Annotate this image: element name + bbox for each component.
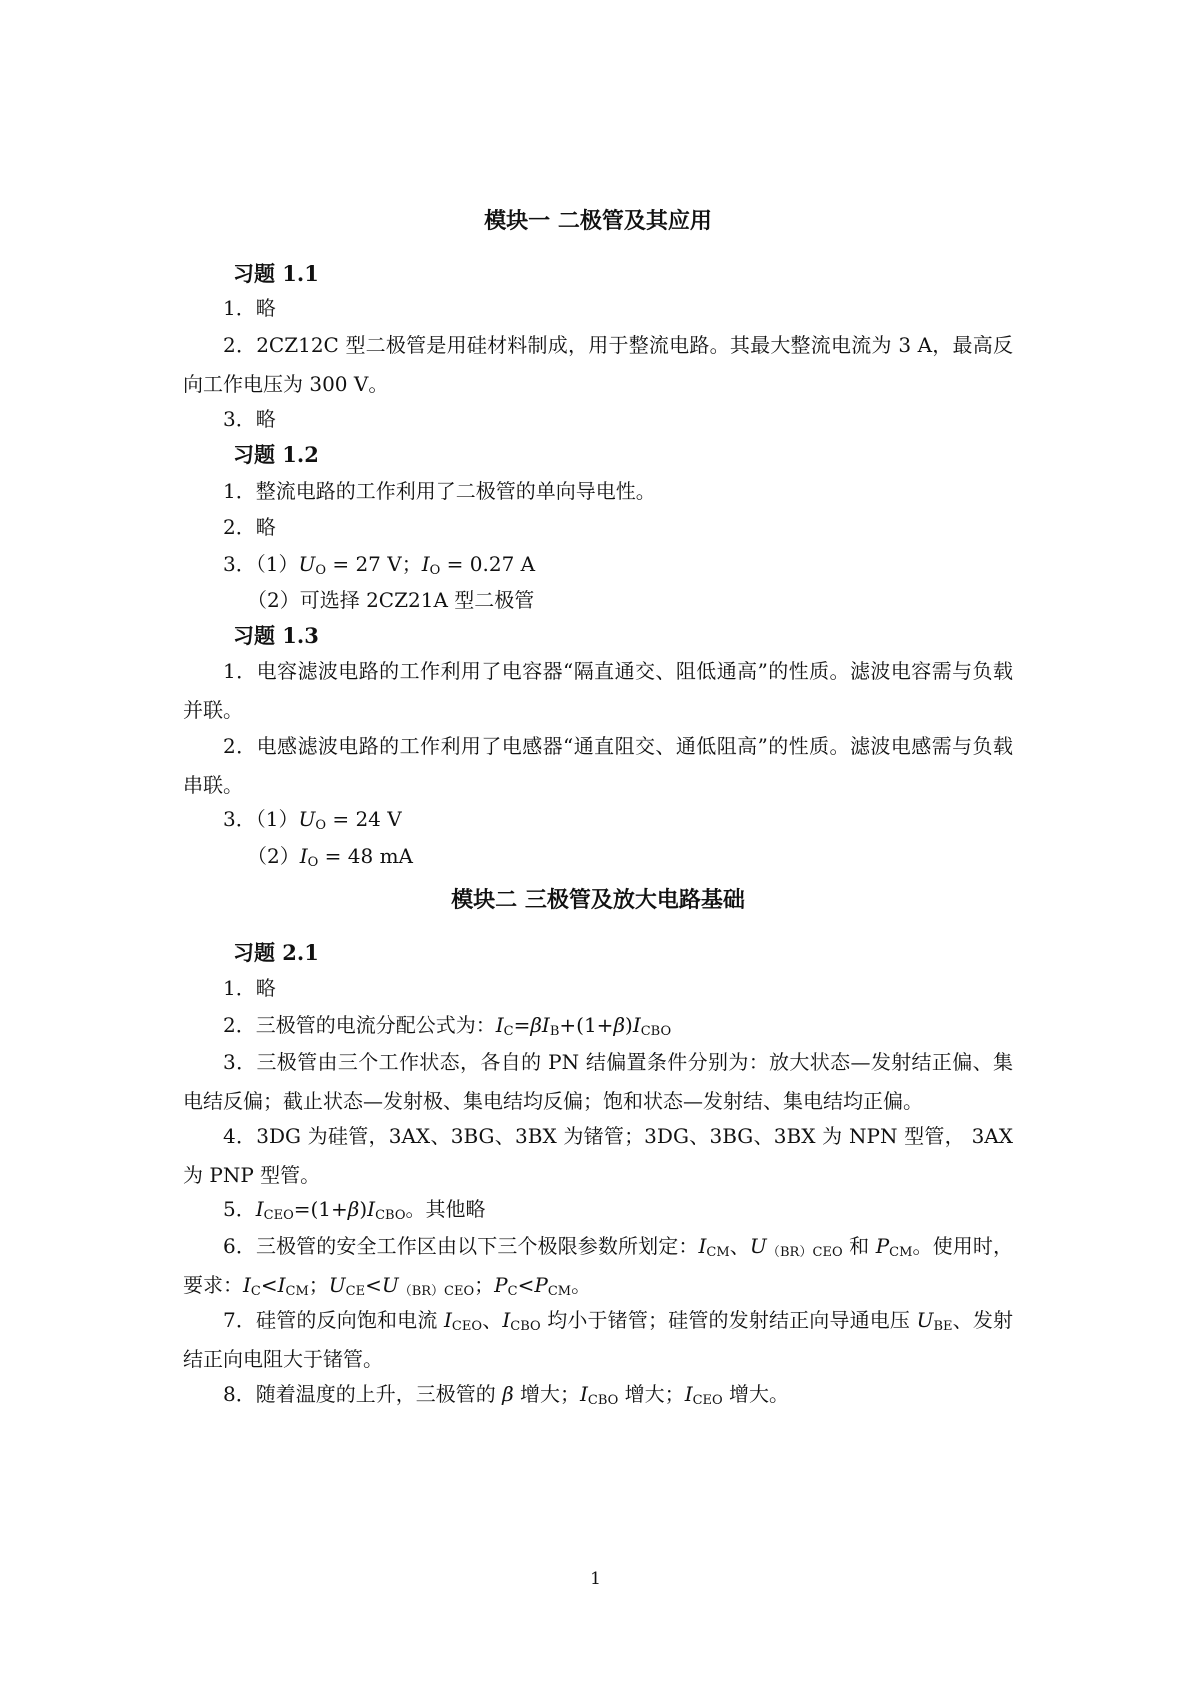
exercise-1-1-q3: 3．略 (223, 407, 276, 431)
exercise-1-2-q3-1: 3．$(1)U_O = 27$ V；$I_O = 0.27$ A (223, 552, 536, 578)
exercise-2-1-q2: 2．三极管的电流分配公式为：$I_C=\beta I_B+(1+\beta)I_{CBO}$ (223, 1013, 672, 1039)
exercise-1-3-q2: 2．电感滤波电路的工作利用了电感器“通直阻交、通低阻高”的性质。滤波电感需与负载串联。 (183, 734, 1013, 797)
exercise-1-3-q3-1: 3．$(1)U_O = 24$ V (223, 807, 402, 833)
exercise-1-2-q3-2: （2）可选择 2CZ21A 型二极管 (247, 588, 535, 612)
exercise-2-1-q7: 7．硅管的反向饱和电流 $I_{CEO}$、$I_{CBO}$ 均小于锗管；硅管的发射结正向导通电压 $U_{BE}$、发射结正向电阻大于锗管。 (183, 1308, 1013, 1371)
exercise-1-3-q1: 1．电容滤波电路的工作利用了电容器“隔直通交、阻低通高”的性质。滤波电容需与负载并联。 (183, 659, 1013, 722)
page-number: 1 (590, 1569, 601, 1589)
exercise-2-1-q4: 4．3DG 为硅管，3AX、3BG、3BX 为锗管；3DG、3BG、3BX 为 NPN 型管， 3AX 为 PNP 型管。 (183, 1124, 1013, 1187)
exercise-1-2-q1: 1．整流电路的工作利用了二极管的单向导电性。 (223, 479, 656, 503)
exercise-2-1-q8: 8．随着温度的上升，三极管的 β 增大；$I_{CBO}$ 增大；$I_{CEO}$ 增大。 (223, 1382, 790, 1408)
exercise-1-1-title: 习题 1.1 (233, 261, 319, 286)
exercise-1-1-q2: 2．2CZ12C 型二极管是用硅材料制成，用于整流电路。其最大整流电流为 3 A，最高反向工作电压为 300 V。 (183, 333, 1013, 396)
exercise-1-1-q1: 1．略 (223, 296, 276, 320)
module-1-title: 模块一 二极管及其应用 (484, 209, 712, 234)
exercise-1-2-title: 习题 1.2 (233, 442, 319, 467)
exercise-1-3-title: 习题 1.3 (233, 623, 319, 648)
exercise-2-1-q5: 5．$I_{CEO}=(1+\beta)I_{CBO}$。其他略 (223, 1197, 486, 1223)
exercise-2-1-q3: 3．三极管由三个工作状态，各自的 PN 结偏置条件分别为：放大状态—发射结正偏、集电结反偏；截止状态—发射极、集电结均反偏；饱和状态—发射结、集电结均正偏。 (183, 1050, 1013, 1113)
module-2-title: 模块二 三极管及放大电路基础 (451, 888, 745, 913)
exercise-1-2-q2: 2．略 (223, 515, 276, 539)
exercise-2-1-title: 习题 2.1 (233, 940, 319, 965)
exercise-2-1-q6: 6．三极管的安全工作区由以下三个极限参数所划定：$I_{CM}$、$U_{(BR)CEO}$ 和 $P_{CM}$。使用时，要求：$I_C<I_{CM}$；$U_{CE}<U_{(BR)CEO}$；$P_C<P_{CM}$。 (183, 1234, 1014, 1299)
exercise-1-3-q3-2: $(2)I_O = 48$ mA (247, 844, 413, 870)
exercise-2-1-q1: 1．略 (223, 976, 276, 1000)
